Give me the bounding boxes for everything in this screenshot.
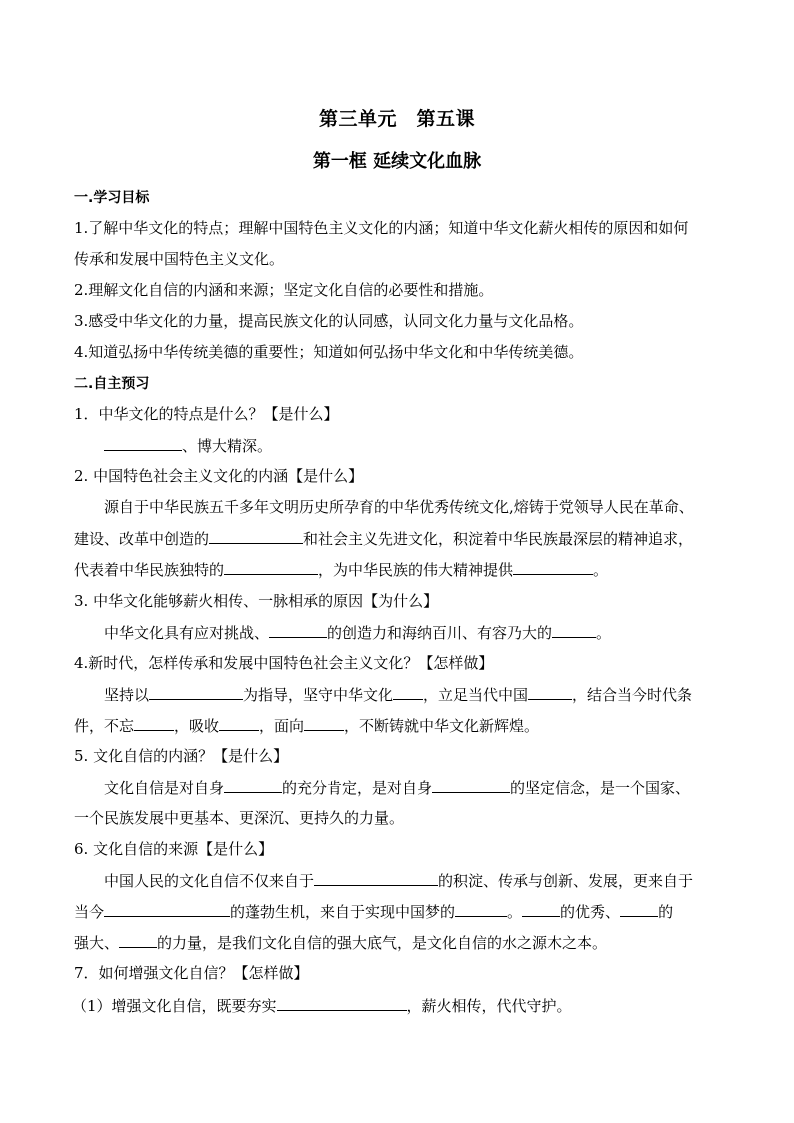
answer-5-line-1: 文化自信是对自身 的充分肯定，是对自身 的坚定信念，是一个国家、 [104, 779, 691, 797]
fill-blank[interactable] [432, 777, 510, 793]
answer-3-line-1: 中华文化具有应对挑战、 的创造力和海纳百川、有容乃大的 。 [104, 624, 612, 642]
question-3: 3. 中华文化能够薪火相传、一脉相承的原因【为什么】 [74, 592, 439, 610]
goal-line-2: 2.理解文化自信的内涵和来源；坚定文化自信的必要性和措施。 [74, 281, 494, 299]
answer-2-line-1: 源自于中华民族五千多年文明历史所孕育的中华优秀传统文化,熔铸于党领导人民在革命、 [104, 498, 694, 516]
question-1: 1．中华文化的特点是什么？【是什么】 [74, 405, 339, 423]
section-heading-goals: 一.学习目标 [74, 190, 150, 206]
fill-blank[interactable] [314, 870, 438, 886]
question-5: 5. 文化自信的内涵？【是什么】 [74, 747, 289, 765]
answer-2-line-3: 代表着中华民族独特的 ，为中华民族的伟大精神提供 。 [74, 561, 609, 579]
answer-5-line-2: 一个民族发展中更基本、更深沉、更持久的力量。 [74, 809, 405, 827]
fill-blank[interactable] [513, 559, 593, 575]
fill-blank[interactable] [224, 559, 318, 575]
answer-4-line-1: 坚持以 为指导，坚守中华文化 ，立足当代中国 ，结合当今时代条 [104, 686, 693, 704]
answer-7-line-1: （1）增强文化自信，既要夯实 ，薪火相传，代代守护。 [72, 997, 572, 1015]
goal-line-1-cont: 传承和发展中国特色主义文化。 [74, 250, 285, 268]
goal-line-4: 4.知道弘扬中华传统美德的重要性；知道如何弘扬中华文化和中华传统美德。 [74, 343, 584, 361]
goal-line-3: 3.感受中华文化的力量，提高民族文化的认同感，认同文化力量与文化品格。 [74, 312, 584, 330]
fill-blank[interactable] [269, 622, 327, 638]
question-6: 6. 文化自信的来源【是什么】 [74, 840, 274, 858]
answer-6-line-2: 当今 的蓬勃生机，来自于实现中国梦的 。 的优秀、 的 [74, 903, 674, 921]
answer-2-line-2: 建设、改革中创造的 和社会主义先进文化，积淀着中华民族最深层的精神追求， [74, 530, 694, 548]
fill-blank[interactable] [455, 901, 507, 917]
fill-blank[interactable] [552, 622, 596, 638]
answer-4-line-2: 件，不忘 ，吸收 ，面向 ，不断铸就中华文化新辉煌。 [74, 717, 540, 735]
fill-blank[interactable] [119, 932, 157, 948]
fill-blank[interactable] [522, 901, 560, 917]
answer-6-line-3: 强大、 的力量，是我们文化自信的强大底气，是文化自信的水之源木之本。 [74, 934, 608, 952]
goal-line-1: 1.了解中华文化的特点；理解中国特色主义文化的内涵；知道中华文化薪火相传的原因和如何 [74, 219, 689, 237]
fill-blank[interactable] [620, 901, 658, 917]
fill-blank[interactable] [149, 684, 243, 700]
fill-blank[interactable] [209, 528, 303, 544]
fill-blank[interactable] [219, 715, 259, 731]
fill-blank[interactable] [104, 901, 230, 917]
fill-blank[interactable] [528, 684, 572, 700]
question-4: 4.新时代，怎样传承和发展中国特色社会主义文化？【怎样做】 [74, 654, 494, 672]
answer-line-1: 、博大精深。 [104, 435, 764, 456]
fill-blank[interactable] [224, 777, 282, 793]
fill-blank[interactable] [104, 435, 182, 451]
fill-blank[interactable] [277, 995, 407, 1011]
lesson-subtitle: 第一框 延续文化血脉 [312, 151, 482, 172]
fill-blank[interactable] [134, 715, 174, 731]
question-2: 2. 中国特色社会主义文化的内涵【是什么】 [74, 467, 364, 485]
section-heading-preview: 二.自主预习 [74, 376, 150, 392]
answer-6-line-1: 中国人民的文化自信不仅来自于 的积淀、传承与创新、发展，更来自于 [104, 872, 694, 890]
question-7: 7．如何增强文化自信？【怎样做】 [74, 964, 309, 982]
unit-title: 第三单元 第五课 [318, 108, 475, 130]
fill-blank[interactable] [304, 715, 344, 731]
fill-blank[interactable] [393, 684, 423, 700]
